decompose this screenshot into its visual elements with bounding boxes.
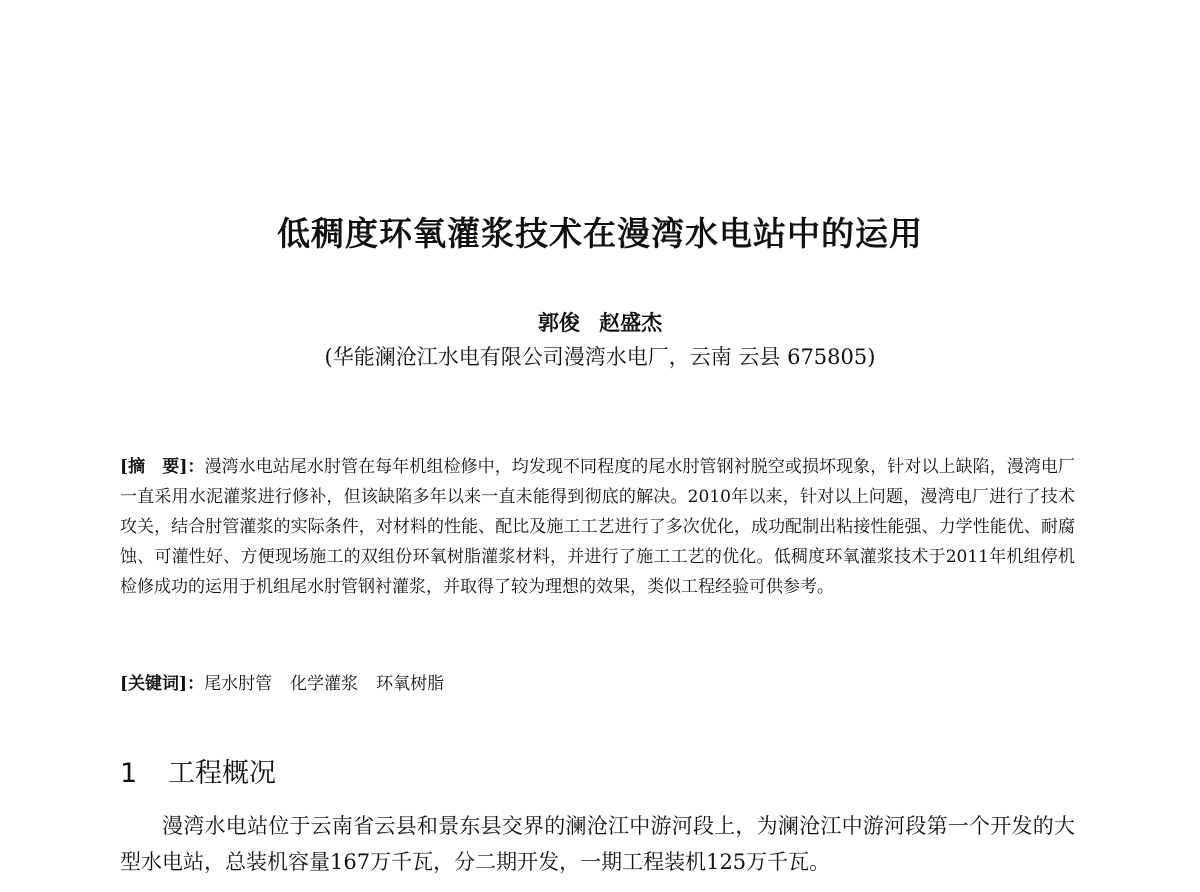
section-number: 1: [120, 758, 138, 789]
section-paragraph: 漫湾水电站位于云南省云县和景东县交界的澜沧江中游河段上，为澜沧江中游河段第一个开发的大型水电站，总装机容量167万千瓦，分二期开发，一期工程装机125万千瓦。: [120, 814, 1075, 874]
abstract-text: 漫湾水电站尾水肘管在每年机组检修中，均发现不同程度的尾水肘管钢衬脱空或损坏现象，针对以上缺陷，漫湾电厂一直采用水泥灌浆进行修补，但该缺陷多年以来一直未能得到彻底的解决。2010年以来，针对以上问题，漫湾电厂进行了技术攻关，结合肘管灌浆的实际条件，对材料的性能、配比及施工工艺进行了多次优化，成功配制出粘接性能强、力学性能优、耐腐蚀、可灌性好、方便现场施工的双组份环氧树脂灌浆材料，并进行了施工工艺的优化。低稠度环氧灌浆技术于2011年机组停机检修成功的运用于机组尾水肘管钢衬灌浆，并取得了较为理想的效果，类似工程经验可供参考。: [120, 457, 1076, 597]
keywords: [120, 669, 1075, 699]
paper-affiliation: (华能澜沧江水电有限公司漫湾水电厂，云南 云县 675805): [324, 345, 876, 369]
paper-authors: 郭俊 赵盛杰: [537, 310, 663, 335]
keywords-label: [关键词]：: [120, 674, 205, 694]
abstract: [120, 452, 1075, 602]
keyword-item: 化学灌浆: [290, 674, 359, 694]
section-heading: [120, 754, 276, 794]
paper-title: 低稠度环氧灌浆技术在漫湾水电站中的运用: [277, 214, 923, 253]
keyword-item: 环氧树脂: [376, 674, 445, 694]
section-title: 工程概况: [168, 758, 276, 789]
abstract-label: [摘 要]：: [120, 457, 205, 477]
keyword-item: 尾水肘管: [204, 674, 273, 694]
